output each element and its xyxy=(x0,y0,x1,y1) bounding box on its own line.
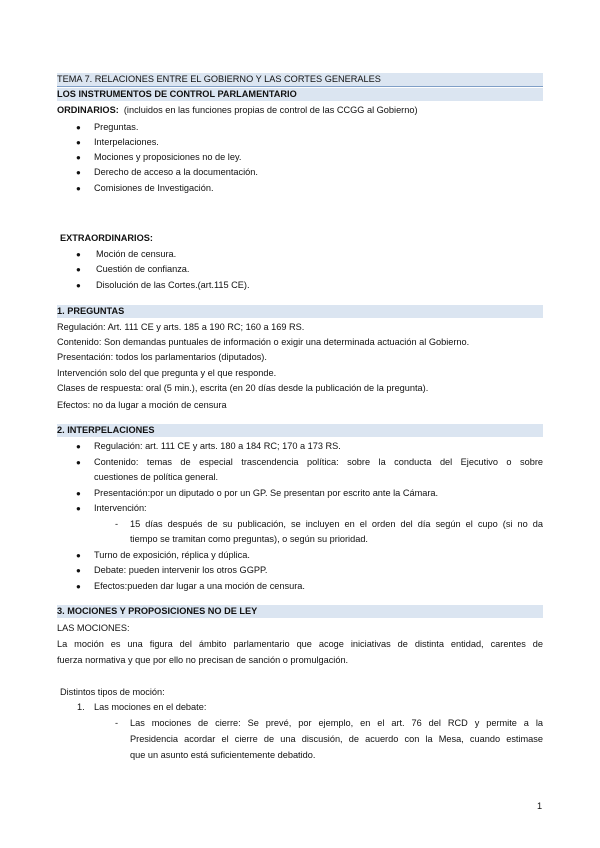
bullet-icon: ● xyxy=(76,265,81,274)
section-heading-preguntas: 1. PREGUNTAS xyxy=(57,305,543,318)
list-item: Efectos:pueden dar lugar a una moción de censura. xyxy=(94,581,305,591)
list-item: Intervención: xyxy=(94,503,147,513)
sub-item: 15 días después de su publicación, se incluyen en el orden del día según el cupo (si no da xyxy=(130,519,543,529)
ordinarios-label: ORDINARIOS: xyxy=(57,105,119,115)
list-item: Derecho de acceso a la documentación. xyxy=(94,167,258,177)
list-item: Presentación:por un diputado o por un GP. Se presentan por escrito ante la Cámara. xyxy=(94,488,439,498)
list-item: Disolución de las Cortes.(art.115 CE). xyxy=(96,280,250,290)
numbered-item: Las mociones en el debate: xyxy=(94,702,207,712)
paragraph-line: Distintos tipos de moción: xyxy=(60,687,165,697)
ordinarios-note: (incluidos en las funciones propias de control de las CCGG al Gobierno) xyxy=(123,105,418,115)
bullet-icon: ● xyxy=(76,442,81,451)
dash-marker: - xyxy=(115,718,119,728)
page-number: 1 xyxy=(537,801,543,811)
tema-title: TEMA 7. RELACIONES ENTRE EL GOBIERNO Y LAS CORTES GENERALES xyxy=(57,73,543,87)
bullet-icon: ● xyxy=(76,184,81,193)
paragraph-line: Presentación: todos los parlamentarios (diputados). xyxy=(57,352,267,362)
list-item: Preguntas. xyxy=(94,122,139,132)
ordinarios-line xyxy=(57,104,418,117)
sub-item-continuation: tiempo se tramitan como preguntas), o según su prioridad. xyxy=(130,534,368,544)
sub-item: Las mociones de cierre: Se prevé, por ejemplo, en el art. 76 del RCD y permite a la xyxy=(130,718,543,728)
section-subtitle: LOS INSTRUMENTOS DE CONTROL PARLAMENTARIO xyxy=(57,88,543,101)
dash-marker: - xyxy=(115,519,119,529)
number-marker: 1. xyxy=(77,702,85,712)
list-item: Regulación: art. 111 CE y arts. 180 a 184 RC; 170 a 173 RS. xyxy=(94,441,341,451)
list-item: Interpelaciones. xyxy=(94,137,159,147)
bullet-icon: ● xyxy=(76,582,81,591)
sub-item-continuation: Presidencia acordar el cierre de una discusión, de acuerdo con la Mesa, cuando estimase xyxy=(130,734,543,744)
paragraph-line: Contenido: Son demandas puntuales de información o exigir una determinada actuación al Gobierno. xyxy=(57,337,470,347)
paragraph-line: Clases de respuesta: oral (5 min.), escrita (en 20 días desde la publicación de la pregunta). xyxy=(57,383,429,393)
list-item: Mociones y proposiciones no de ley. xyxy=(94,152,242,162)
paragraph-line: Intervención solo del que pregunta y el que responde. xyxy=(57,368,277,378)
sub-item-continuation: que un asunto está suficientemente debatido. xyxy=(130,750,316,760)
paragraph-line: Efectos: no da lugar a moción de censura xyxy=(57,400,227,410)
list-item: Comisiones de Investigación. xyxy=(94,183,214,193)
bullet-icon: ● xyxy=(76,138,81,147)
list-item: Turno de exposición, réplica y dúplica. xyxy=(94,550,250,560)
list-item: Cuestión de confianza. xyxy=(96,264,190,274)
paragraph-line: Regulación: Art. 111 CE y arts. 185 a 190 RC; 160 a 169 RS. xyxy=(57,322,305,332)
bullet-icon: ● xyxy=(76,123,81,132)
list-item: Moción de censura. xyxy=(96,249,177,259)
bullet-icon: ● xyxy=(76,566,81,575)
subheading-mociones: LAS MOCIONES: xyxy=(57,623,130,633)
list-item: Contenido: temas de especial trascendencia política: sobre la conducta del Ejecutivo o sobre xyxy=(94,457,543,467)
bullet-icon: ● xyxy=(76,458,81,467)
section-heading-interpelaciones: 2. INTERPELACIONES xyxy=(57,424,543,437)
list-item: Debate: pueden intervenir los otros GGPP. xyxy=(94,565,268,575)
paragraph-line: fuerza normativa y que por ello no precisan de sanción o promulgación. xyxy=(57,655,349,665)
bullet-icon: ● xyxy=(76,489,81,498)
paragraph-line: La moción es una figura del ámbito parlamentario que acoge iniciativas de distinta entidad, carentes de xyxy=(57,639,543,649)
list-item-continuation: cuestiones de política general. xyxy=(94,472,219,482)
bullet-icon: ● xyxy=(76,153,81,162)
bullet-icon: ● xyxy=(76,504,81,513)
section-heading-mociones: 3. MOCIONES Y PROPOSICIONES NO DE LEY xyxy=(57,605,543,618)
extraordinarios-label: EXTRAORDINARIOS: xyxy=(60,233,153,243)
bullet-icon: ● xyxy=(76,168,81,177)
bullet-icon: ● xyxy=(76,250,81,259)
bullet-icon: ● xyxy=(76,281,81,290)
bullet-icon: ● xyxy=(76,551,81,560)
